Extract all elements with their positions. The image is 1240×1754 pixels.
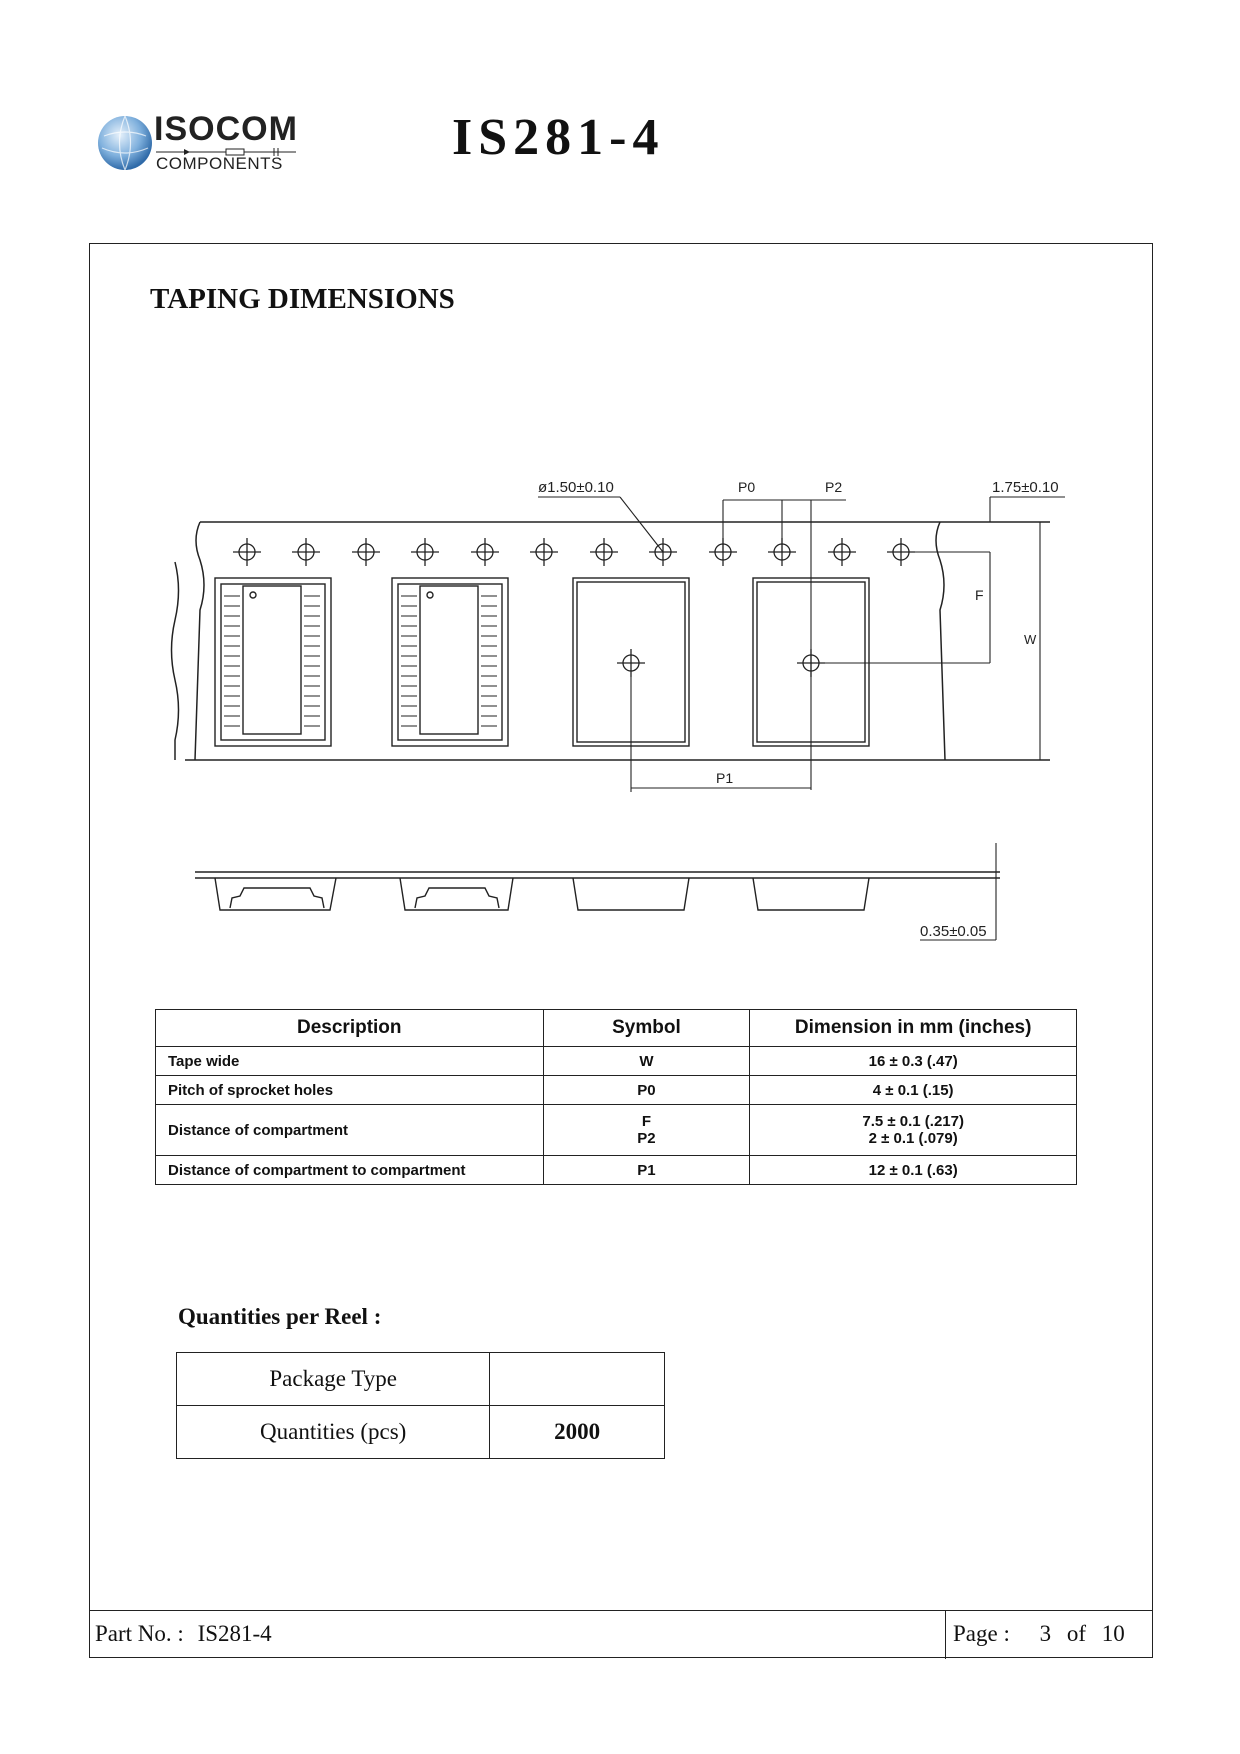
- table-row: [177, 1353, 665, 1406]
- cell-dimension: 12 ± 0.1 (.63): [750, 1156, 1077, 1185]
- cell-description: Distance of compartment: [156, 1105, 544, 1156]
- footer: [89, 1610, 1153, 1659]
- brand-name: ISOCOM: [154, 110, 298, 148]
- compartments: [215, 578, 869, 746]
- part-number: [95, 1621, 272, 1647]
- section-title: TAPING DIMENSIONS: [150, 283, 455, 315]
- table-row: [156, 1047, 1077, 1076]
- edge-dim-label: 1.75±0.10: [992, 479, 1059, 496]
- cell-symbol: W: [543, 1047, 750, 1076]
- document-title: IS281-4: [452, 109, 665, 166]
- cell-dimension: 16 ± 0.3 (.47): [750, 1047, 1077, 1076]
- dimension-line-2: 2 ± 0.1 (.079): [868, 1130, 958, 1147]
- package-type-value: [490, 1353, 665, 1406]
- page-current: 3: [1039, 1621, 1052, 1646]
- cell-description: Tape wide: [156, 1047, 544, 1076]
- table-row: [156, 1076, 1077, 1105]
- globe-icon: [96, 114, 154, 172]
- quantity-label: Quantities (pcs): [177, 1406, 490, 1459]
- part-value: IS281-4: [197, 1621, 272, 1646]
- quantity-value: 2000: [490, 1406, 665, 1459]
- page-label: Page :: [953, 1621, 1010, 1646]
- table-row: [177, 1406, 665, 1459]
- symbol-line-1: F: [641, 1113, 652, 1130]
- package-type-label: Package Type: [177, 1353, 490, 1406]
- hole-dim-label: ø1.50±0.10: [538, 479, 614, 496]
- cell-symbol: P1: [543, 1156, 750, 1185]
- table-header-row: [156, 1010, 1077, 1047]
- page-number: [953, 1621, 1125, 1647]
- brand-sub: COMPONENTS: [156, 154, 283, 173]
- table-row: [156, 1156, 1077, 1185]
- logo: [96, 110, 296, 180]
- quantities-title: Quantities per Reel :: [178, 1304, 382, 1329]
- table-row: [156, 1105, 1077, 1156]
- w-label: W: [1024, 632, 1037, 647]
- cell-description: Distance of compartment to compartment: [156, 1156, 544, 1185]
- thickness-dim-label: 0.35±0.05: [920, 923, 987, 940]
- quantities-table: [176, 1352, 665, 1459]
- page-total: 10: [1101, 1621, 1125, 1646]
- taping-drawing: [160, 470, 1100, 950]
- header-description: Description: [156, 1010, 544, 1047]
- cell-symbol: P0: [543, 1076, 750, 1105]
- symbol-line-2: P2: [637, 1130, 656, 1147]
- cell-dimension: 4 ± 0.1 (.15): [750, 1076, 1077, 1105]
- header-symbol: Symbol: [543, 1010, 750, 1047]
- part-label: Part No. :: [95, 1621, 184, 1646]
- ic-pins: [224, 596, 497, 726]
- p1-label: P1: [716, 770, 734, 786]
- cell-dimension: [750, 1105, 1077, 1156]
- p0-label: P0: [738, 479, 756, 495]
- sprocket-holes: [233, 538, 915, 566]
- footer-divider: [945, 1611, 946, 1659]
- cell-description: Pitch of sprocket holes: [156, 1076, 544, 1105]
- header-dimension: Dimension in mm (inches): [750, 1010, 1077, 1047]
- cross-section: [195, 872, 1000, 910]
- p2-label: P2: [825, 479, 843, 495]
- dimension-line-1: 7.5 ± 0.1 (.217): [862, 1113, 964, 1130]
- dimension-table: [155, 1009, 1077, 1185]
- f-label: F: [975, 587, 984, 603]
- cell-symbol: [543, 1105, 750, 1156]
- page-of: of: [1066, 1621, 1087, 1646]
